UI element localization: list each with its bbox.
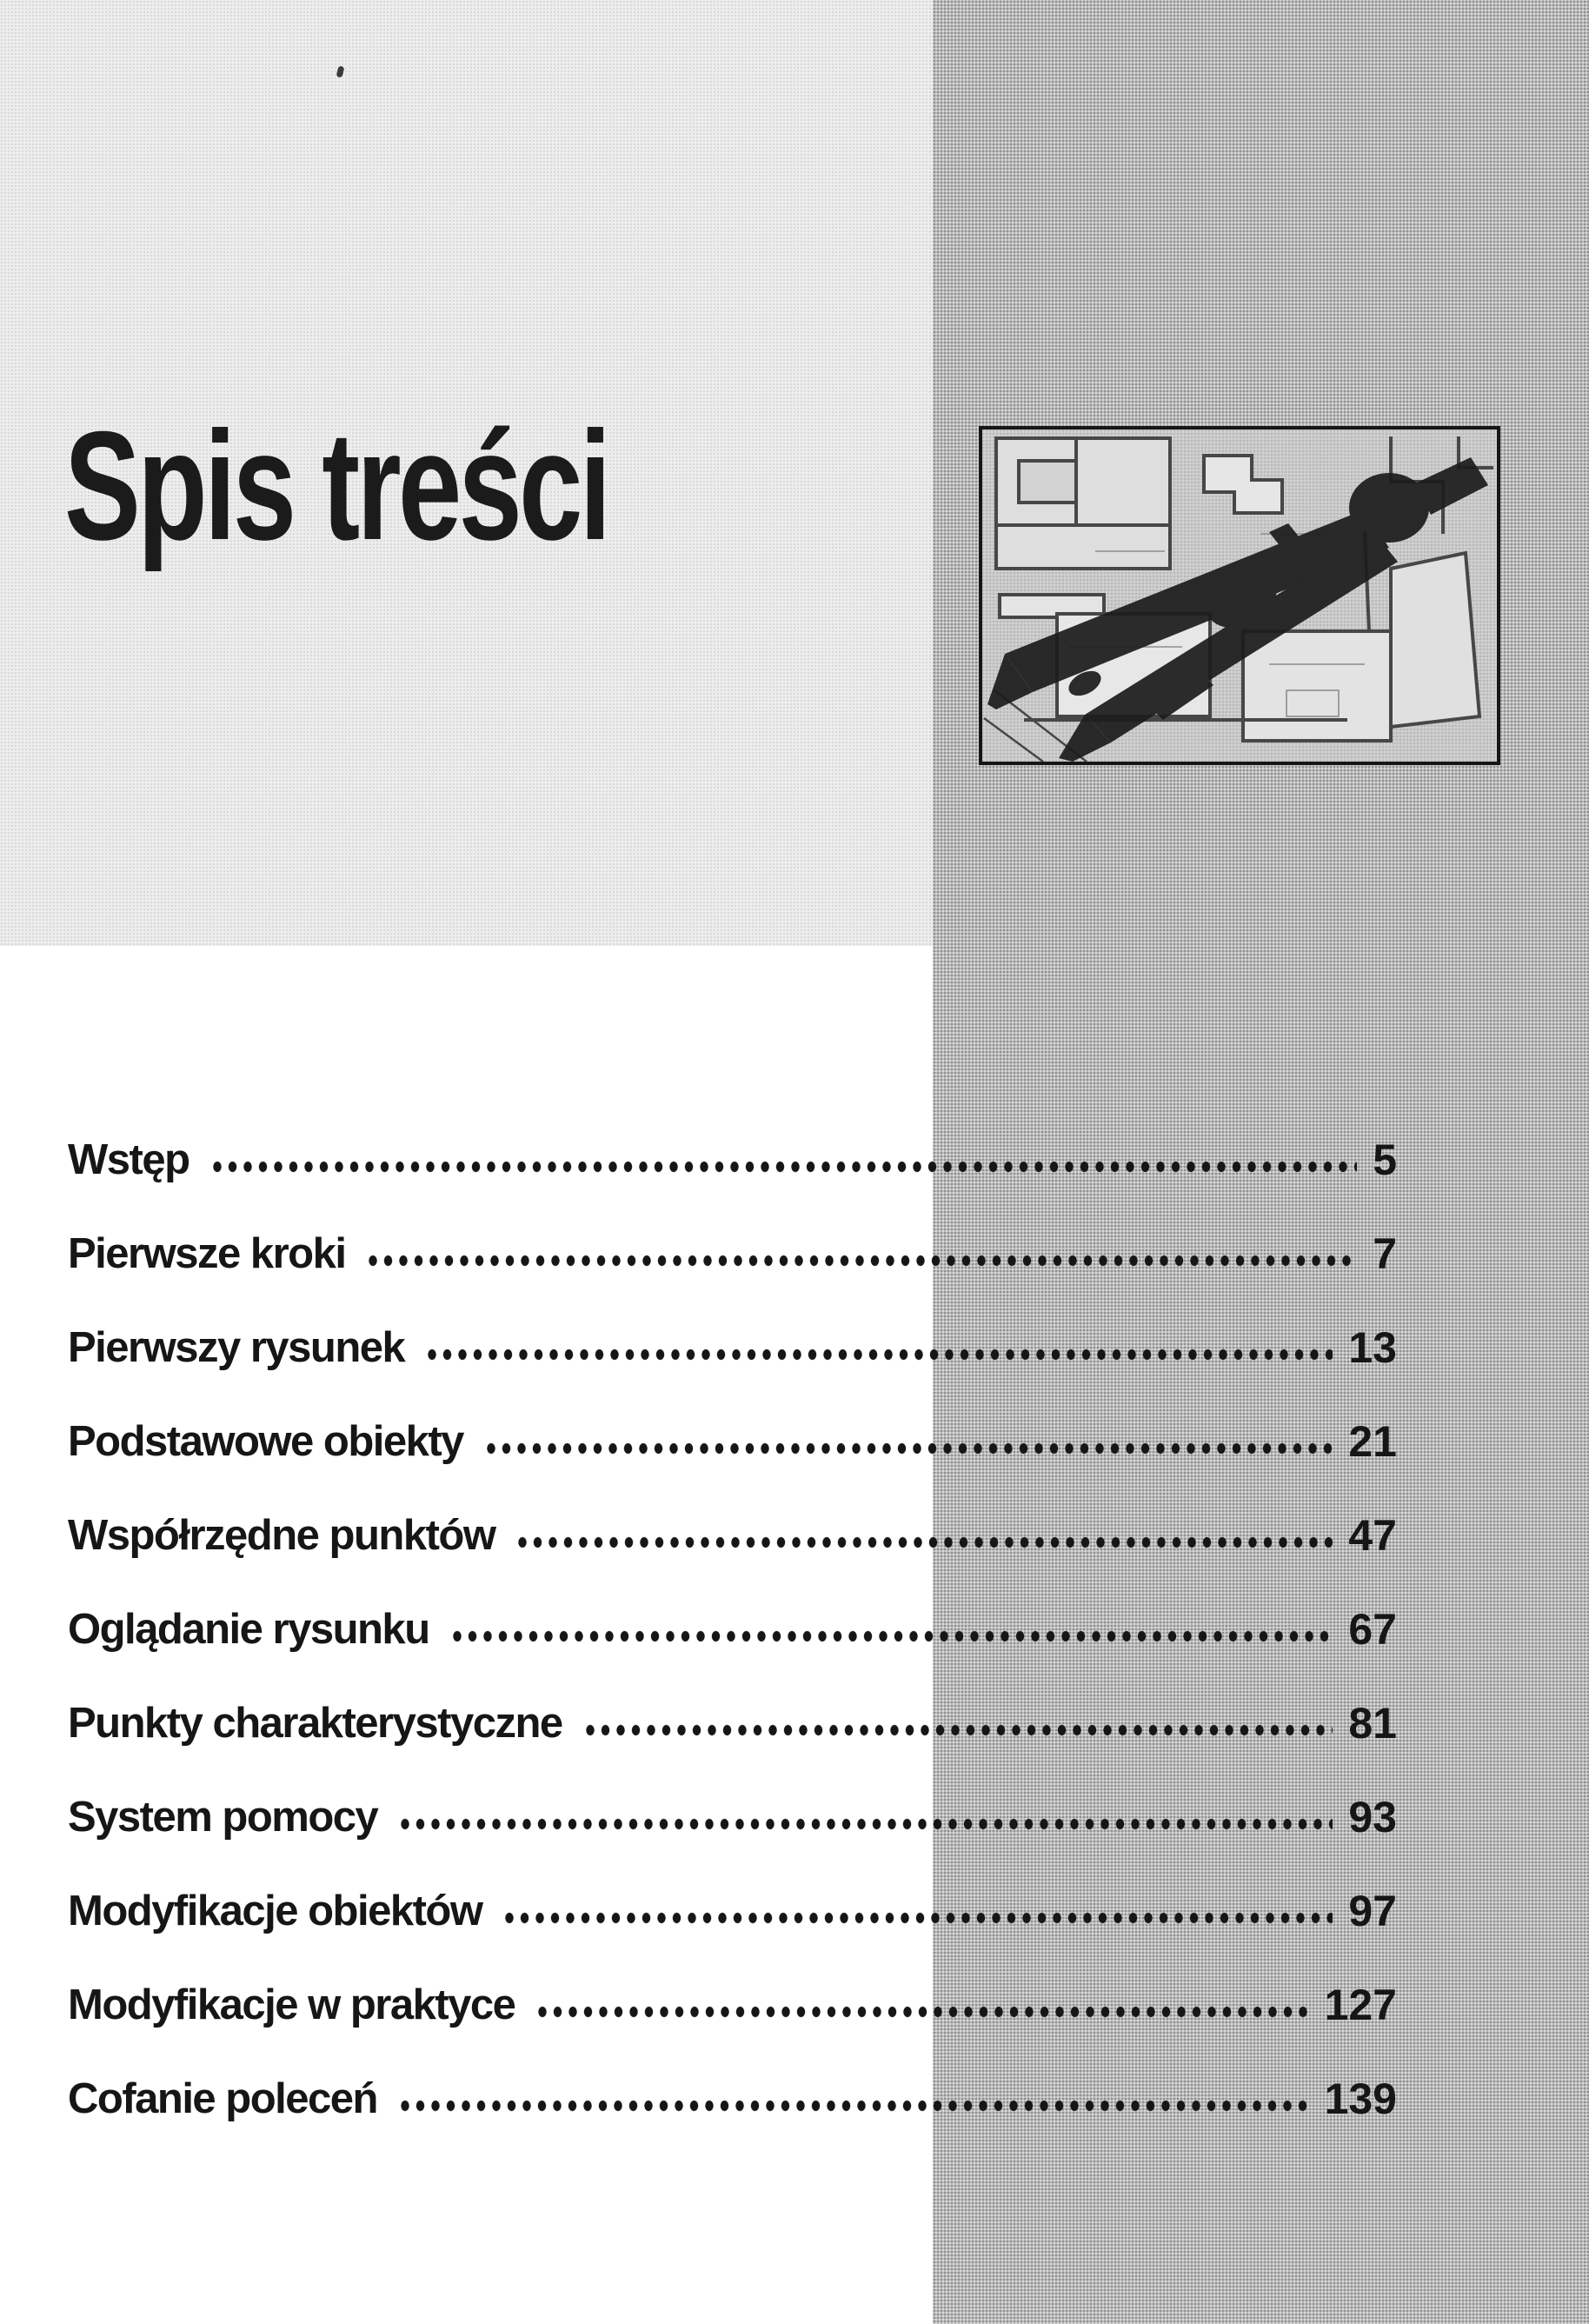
toc-page-number: 7 <box>1373 1229 1397 1278</box>
toc-entry-label: Cofanie poleceń <box>68 2075 377 2122</box>
toc-page-number: 81 <box>1348 1699 1397 1748</box>
toc-row <box>68 2052 1397 2146</box>
toc-page-number: 139 <box>1324 2074 1397 2123</box>
toc-page-number: 21 <box>1348 1417 1397 1466</box>
table-of-contents <box>68 1113 1397 2146</box>
toc-entry-label: Pierwszy rysunek <box>68 1324 405 1371</box>
toc-row <box>68 1113 1397 1207</box>
toc-leader-dots <box>583 1724 1333 1737</box>
toc-page-number: 67 <box>1348 1605 1397 1654</box>
toc-row <box>68 1770 1397 1864</box>
toc-row <box>68 1958 1397 2052</box>
toc-leader-dots <box>484 1442 1333 1455</box>
toc-page-number: 13 <box>1348 1323 1397 1372</box>
toc-entry-label: Punkty charakterystyczne <box>68 1700 562 1747</box>
toc-leader-dots <box>502 1912 1333 1925</box>
toc-entry-label: Pierwsze kroki <box>68 1230 346 1277</box>
toc-entry-label: Współrzędne punktów <box>68 1512 495 1559</box>
toc-leader-dots <box>366 1255 1357 1268</box>
toc-leader-dots <box>398 2100 1309 2113</box>
page-title: Spis treści <box>64 399 608 572</box>
toc-page-number: 93 <box>1348 1793 1397 1841</box>
toc-leader-dots <box>398 1818 1333 1831</box>
toc-leader-dots <box>515 1536 1333 1549</box>
toc-row <box>68 1676 1397 1770</box>
toc-entry-label: Wstęp <box>68 1136 189 1183</box>
toc-row <box>68 1395 1397 1488</box>
compass-photo <box>979 426 1500 765</box>
toc-row <box>68 1301 1397 1395</box>
toc-row <box>68 1488 1397 1582</box>
toc-entry-label: Oglądanie rysunku <box>68 1606 429 1653</box>
toc-page-number: 97 <box>1348 1887 1397 1935</box>
toc-entry-label: Podstawowe obiekty <box>68 1418 463 1465</box>
toc-leader-dots <box>210 1161 1358 1174</box>
toc-row <box>68 1864 1397 1958</box>
toc-leader-dots <box>450 1630 1333 1643</box>
toc-row <box>68 1582 1397 1676</box>
compass-photo-illustration <box>982 430 1497 762</box>
toc-row <box>68 1207 1397 1301</box>
toc-page-number: 47 <box>1348 1511 1397 1560</box>
toc-page-number: 5 <box>1373 1135 1397 1184</box>
toc-entry-label: Modyfikacje obiektów <box>68 1888 482 1934</box>
toc-leader-dots <box>535 2006 1308 2019</box>
toc-leader-dots <box>425 1348 1333 1362</box>
toc-entry-label: Modyfikacje w praktyce <box>68 1981 515 2028</box>
toc-page-number: 127 <box>1324 1981 1397 2029</box>
toc-entry-label: System pomocy <box>68 1794 378 1841</box>
